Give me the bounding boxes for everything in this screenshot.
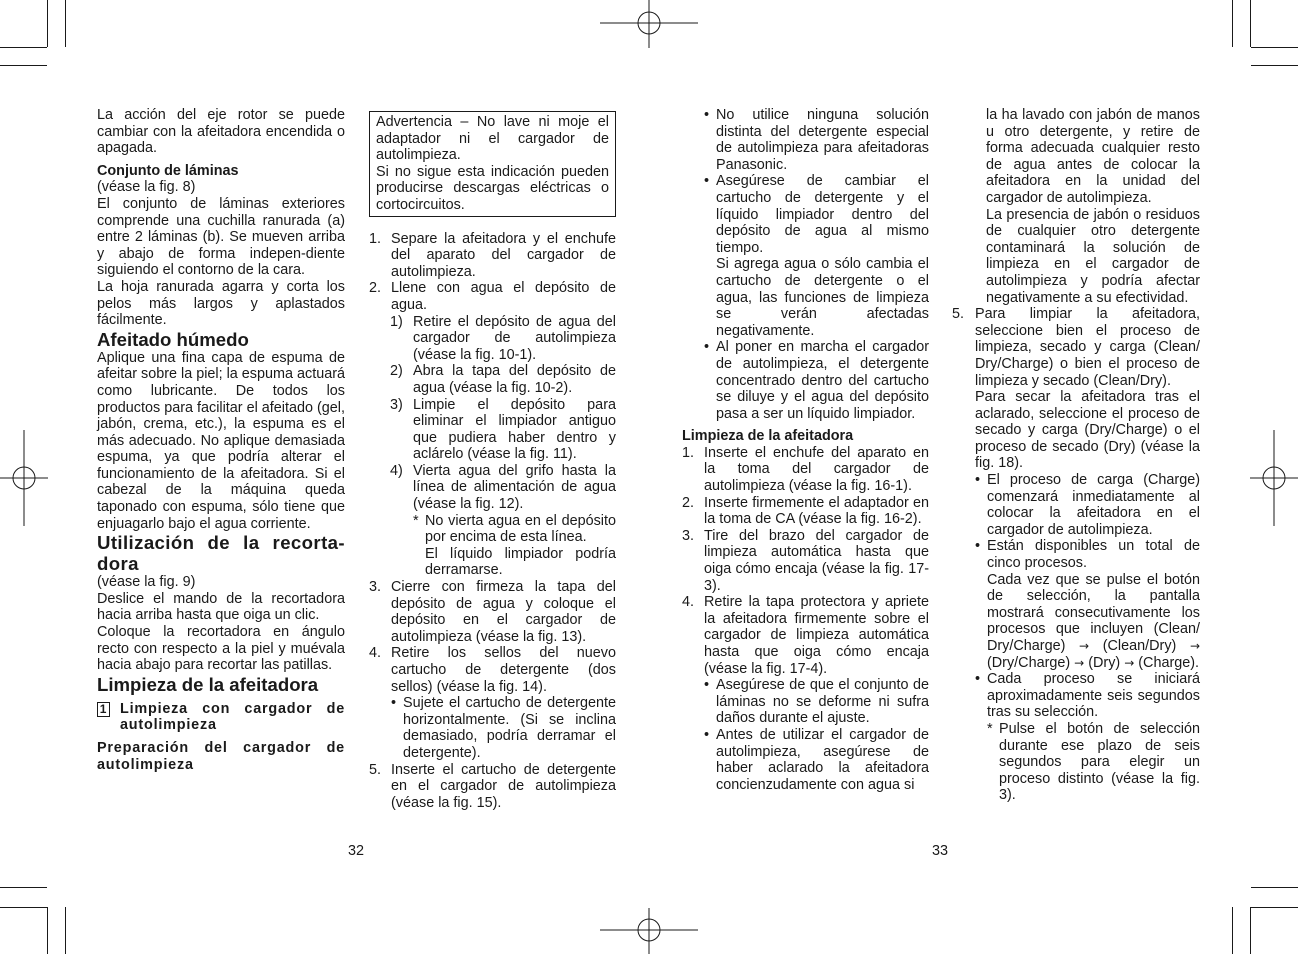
limpieza-afeitadora-heading: Limpieza de la afeitadora bbox=[682, 428, 854, 445]
bullet-item: • El proceso de carga (Charge) comenzará inmediatamente al colocar la afeitadora en el cargador de autolimpieza. bbox=[975, 472, 1200, 538]
warning-box bbox=[369, 111, 616, 217]
bullet-item: • Asegúrese de cambiar el cartucho de detergente y el líquido limpiador dentro del depósito de agua al mismo tiempo. Si agrega agua o sólo cambia el cartucho de detergente o el agua, las funciones de limpieza se verán afectadas negativamente. bbox=[704, 173, 929, 339]
arrow-right-icon: → bbox=[1124, 655, 1135, 670]
arrow-right-icon: → bbox=[1079, 639, 1090, 653]
limpieza-heading: Limpieza de la afeitadora bbox=[97, 673, 319, 695]
list-item: 4. Retire los sellos del nuevo cartucho de detergente (dos sellos) (véase la fig. 14). bbox=[369, 645, 616, 695]
list-item: 1) Retire el depósito de agua del cargador de autolimpieza (véase la fig. 10-1). bbox=[390, 313, 616, 363]
bullet-icon: • bbox=[975, 671, 981, 688]
warning-text-1: Advertencia – No lave ni moje el adaptador ni el cargador de autolimpieza. bbox=[376, 114, 609, 164]
recortadora-paragraph-1: Deslice el mando de la recortadora hacia arriba hasta que oiga un clic. bbox=[97, 590, 345, 624]
column-1 bbox=[97, 107, 345, 773]
list-item: 5. Para limpiar la afeitadora, seleccione bien el proceso de limpieza, secado y carga (Clean/ Dry/Charge) o bien el proceso de limpieza y secado (Clean/Dry). Para secar la afeitadora tras el aclarado, seleccione el proceso de secado y carga (Dry/Charge) o el proceso de secado (Dry) (véase la fig. 18). bbox=[952, 306, 1200, 472]
limpieza-subheading: 1 Limpieza con cargador de autolimpieza bbox=[97, 701, 345, 734]
column-4 bbox=[952, 107, 1200, 804]
bullet-icon: • bbox=[391, 695, 397, 712]
list-item: 5. Inserte el cartucho de detergente en el cargador de autolimpieza (véase la fig. 15). bbox=[369, 761, 616, 811]
list-item: 3) Limpie el depósito para eliminar el limpiador antiguo que pudiera haber dentro y aclárelo (véase la fig. 11). bbox=[390, 396, 616, 463]
list-item: 1. Separe la afeitadora y el enchufe del aparato del cargador de autolimpieza. bbox=[369, 230, 616, 280]
recortadora-heading: Utilización de la recorta-dora bbox=[97, 532, 345, 575]
bullet-icon: • bbox=[704, 677, 710, 694]
list-item: 3. Cierre con firmeza la tapa del depósito de agua y coloque el depósito en el cargador de autolimpieza (véase la fig. 13). bbox=[369, 579, 616, 645]
process-sequence: Cada vez que se pulse el botón de selección, la pantalla mostrará consecutivamente los procesos que incluyen (Clean/ Dry/Charge) → (Clean/Dry) → (Dry/Charge) → (Dry) → (Charge). bbox=[987, 571, 1201, 671]
bullet-item: • Están disponibles un total de cinco procesos. Cada vez que se pulse el botón de selección, la pantalla mostrará consecutivamente los procesos que incluyen (Clean/ Dry/Charge) → (Clean/Dry) → (Dry/Charge) → (Dry) → (Charge). bbox=[975, 538, 1201, 671]
laminas-paragraph-2: La hoja ranurada agarra y corta los pelos más largos y aplastados fácilmente. bbox=[97, 278, 345, 329]
bullet-item: • Sujete el cartucho de detergente horizontalmente. (Si se inclina demasiado, podría derramar el detergente). bbox=[391, 695, 616, 761]
laminas-ref: (véase la fig. 8) bbox=[97, 179, 196, 196]
list-item: 3. Tire del brazo del cargador de limpieza automática hasta que oiga cómo encaja (véase la fig. 17-3). bbox=[682, 527, 929, 594]
section-number-box: 1 bbox=[97, 702, 110, 717]
laminas-paragraph-1: El conjunto de láminas exteriores comprende una cuchilla ranurada (a) entre 2 láminas (b). Se mueven arriba y abajo de forma indepen-diente siguiendo el contorno de la cara. bbox=[97, 195, 345, 279]
list-item: 1. Inserte el enchufe del aparato en la toma del cargador de autolimpieza (véase la fig. 16-1). bbox=[682, 444, 929, 495]
registration-mark-bottom bbox=[600, 906, 698, 954]
bullet-icon: • bbox=[975, 538, 981, 555]
registration-mark-left bbox=[0, 430, 48, 526]
humedo-paragraph: Aplique una fina capa de espuma de afeitar sobre la piel; la espuma actuará como lubricante. De todos los productos para facilitar el afeitado (gel, jabón, crema, etc.), la espuma es el más adecuado. No aplique demasiada espuma, ya que podría alterar el funcionamiento de la afeitadora. Si el cabezal de la máquina queda taponado con espuma, sólo tiene que enjuagarlo bajo el agua corriente. bbox=[97, 349, 345, 532]
note-item: * No vierta agua en el depósito por encima de esta línea. El líquido limpiador podría derramarse. bbox=[413, 512, 616, 579]
bullet-item: • No utilice ninguna solución distinta del detergente especial de autolimpieza para afeitadoras Panasonic. bbox=[704, 107, 929, 173]
column-3 bbox=[682, 107, 929, 793]
bullet-icon: • bbox=[704, 339, 710, 356]
column-2 bbox=[369, 111, 616, 811]
list-item: 4) Vierta agua del grifo hasta la línea de alimentación de agua (véase la fig. 12). bbox=[390, 462, 616, 513]
bullet-item: • Cada proceso se iniciará aproximadamente seis segundos tras su selección. bbox=[975, 671, 1200, 721]
list-item: 2. Inserte firmemente el adaptador en la toma de CA (véase la fig. 16-2). bbox=[682, 494, 929, 528]
intro-paragraph: La acción del eje rotor se puede cambiar con la afeitadora encendida o apagada. bbox=[97, 107, 345, 157]
recortadora-paragraph-2: Coloque la recortadora en ángulo recto con respecto a la piel y muévala hacia abajo para recortar las patillas. bbox=[97, 624, 345, 674]
bullet-item: • Asegúrese de que el conjunto de láminas no se deforme ni sufra daños durante el ajuste. bbox=[704, 677, 929, 727]
registration-mark-right bbox=[1250, 430, 1298, 526]
page-number-left: 32 bbox=[348, 843, 365, 859]
list-item: 2) Abra la tapa del depósito de agua (véase la fig. 10-2). bbox=[390, 363, 616, 396]
bullet-item: • Antes de utilizar el cargador de autolimpieza, asegúrese de haber aclarado la afeitadora concienzudamente con agua si bbox=[704, 726, 929, 793]
bullet-item: • Al poner en marcha el cargador de autolimpieza, el detergente concentrado dentro del cartucho se diluye y el agua del depósito pasa a ser un líquido limpiador. bbox=[704, 339, 929, 422]
substep-list bbox=[369, 314, 616, 580]
arrow-right-icon: → bbox=[1074, 655, 1085, 670]
humedo-heading: Afeitado húmedo bbox=[97, 328, 249, 350]
bullet-icon: • bbox=[704, 726, 710, 743]
list-item: 2. Llene con agua el depósito de agua. bbox=[369, 280, 616, 313]
page-number-right: 33 bbox=[932, 843, 949, 859]
preparacion-heading: Preparación del cargador de autolimpieza bbox=[97, 740, 345, 773]
bullet-icon: • bbox=[704, 173, 710, 190]
continued-text: la ha lavado con jabón de manos u otro detergente, y retire de forma adecuada cualquier resto de agua antes de colocar la afeitadora en la unidad del cargador de autolimpieza. La presencia de jabón o residuos de cualquier otro detergente contaminará la solución de limpieza en el cargador de autolimpieza y podría afectar negativamente a su efectividad. bbox=[986, 107, 1200, 306]
note-item: * Pulse el botón de selección durante ese plazo de seis segundos para elegir un proceso distinto (véase la fig. 3). bbox=[987, 720, 1200, 804]
warning-text-2: Si no sigue esta indicación pueden producirse descargas eléctricas o cortocircuitos. bbox=[376, 163, 609, 213]
registration-mark-top bbox=[600, 0, 698, 50]
laminas-heading: Conjunto de láminas bbox=[97, 162, 239, 179]
recortadora-ref: (véase la fig. 9) bbox=[97, 574, 196, 591]
list-item: 4. Retire la tapa protectora y apriete la afeitadora firmemente sobre el cargador de limpieza automática hasta que oiga cómo encaja (véase la fig. 17-4). bbox=[682, 594, 929, 677]
bullet-icon: • bbox=[975, 472, 981, 489]
bullet-icon: • bbox=[704, 107, 710, 123]
arrow-right-icon: → bbox=[1189, 639, 1201, 653]
